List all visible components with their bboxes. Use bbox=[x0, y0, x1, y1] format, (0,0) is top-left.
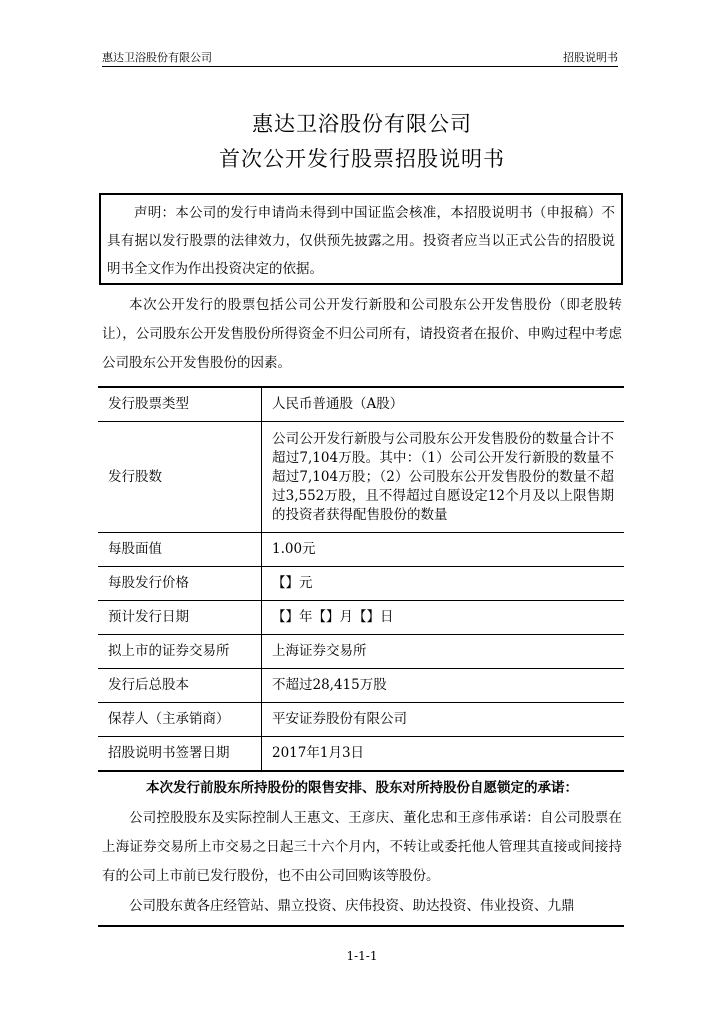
table-row-label: 拟上市的证券交易所 bbox=[98, 635, 262, 669]
document-title: 首次公开发行股票招股说明书 bbox=[219, 147, 505, 171]
table-row-label: 保荐人（主承销商） bbox=[98, 703, 262, 737]
table-row bbox=[98, 635, 624, 669]
lockup-commitment-paragraph: 公司控股股东及实际控制人王惠文、王彦庆、董化忠和王彦伟承诺：自公司股票在上海证券交易所上市交易之日起三十六个月内，不转让或委托他人管理其直接或间接持有的公司上市前已发行股份，也不由公司回购该等股份。 bbox=[102, 810, 622, 884]
table-row-label: 每股发行价格 bbox=[98, 567, 262, 601]
table-row bbox=[98, 533, 624, 567]
disclaimer-notice-box bbox=[99, 193, 623, 285]
table-row bbox=[98, 703, 624, 737]
lockup-commitment-paragraph-continued: 公司股东黄各庄经管站、鼎立投资、庆伟投资、助达投资、伟业投资、九鼎 bbox=[129, 898, 575, 914]
table-row bbox=[98, 737, 624, 772]
table-row-label: 招股说明书签署日期 bbox=[98, 737, 262, 772]
table-row bbox=[98, 422, 624, 533]
table-row bbox=[98, 669, 624, 703]
table-row bbox=[98, 601, 624, 635]
table-row bbox=[98, 387, 624, 422]
table-row-label: 预计发行日期 bbox=[98, 601, 262, 635]
table-row-label: 发行后总股本 bbox=[98, 669, 262, 703]
table-row-value: 1.00元 bbox=[262, 533, 625, 567]
offering-summary-table bbox=[98, 386, 624, 772]
table-row-value: 不超过28,415万股 bbox=[262, 669, 625, 703]
table-row-value: 平安证券股份有限公司 bbox=[262, 703, 625, 737]
table-row-value: 【】年【】月【】日 bbox=[262, 601, 625, 635]
table-row-label: 每股面值 bbox=[98, 533, 262, 567]
table-row-value: 上海证券交易所 bbox=[262, 635, 625, 669]
lockup-commitment-heading: 本次发行前股东所持股份的限售安排、股东对所持股份自愿锁定的承诺： bbox=[146, 780, 578, 796]
header-company-name: 惠达卫浴股份有限公司 bbox=[102, 51, 212, 64]
table-row-value: 【】元 bbox=[262, 567, 625, 601]
footer-divider bbox=[98, 925, 624, 927]
table-row-value: 人民币普通股（A股） bbox=[272, 396, 404, 412]
intro-paragraph: 本次公开发行的股票包括公司公开发行新股和公司股东公开发售股份（即老股转让），公司股东公开发售股份所得资金不归公司所有，请投资者在报价、申购过程中考虑公司股东公开发售股份的因素。 bbox=[102, 297, 622, 371]
header-document-type: 招股说明书 bbox=[563, 51, 618, 64]
table-row bbox=[98, 567, 624, 601]
table-row-value: 2017年1月3日 bbox=[262, 737, 625, 772]
disclaimer-notice-text: 声明：本公司的发行申请尚未得到中国证监会核准，本招股说明书（申报稿）不具有据以发行股票的法律效力，仅供预先披露之用。投资者应当以正式公告的招股说明书全文作为作出投资决定的依据。 bbox=[107, 205, 615, 277]
table-row-label: 发行股数 bbox=[98, 422, 262, 533]
running-header bbox=[102, 50, 618, 67]
table-row-label: 发行股票类型 bbox=[98, 387, 262, 422]
page-number: 1-1-1 bbox=[346, 949, 378, 963]
document-title-company: 惠达卫浴股份有限公司 bbox=[252, 112, 472, 136]
table-row-value: 公司公开发行新股与公司股东公开发售股份的数量合计不超过7,104万股。其中：（1）公司公开发行新股的数量不超过7,104万股；（2）公司股东公开发售股份的数量不超过3,552万股，且不得超过自愿设定12个月及以上限售期的投资者获得配售股份的数量 bbox=[262, 422, 625, 533]
